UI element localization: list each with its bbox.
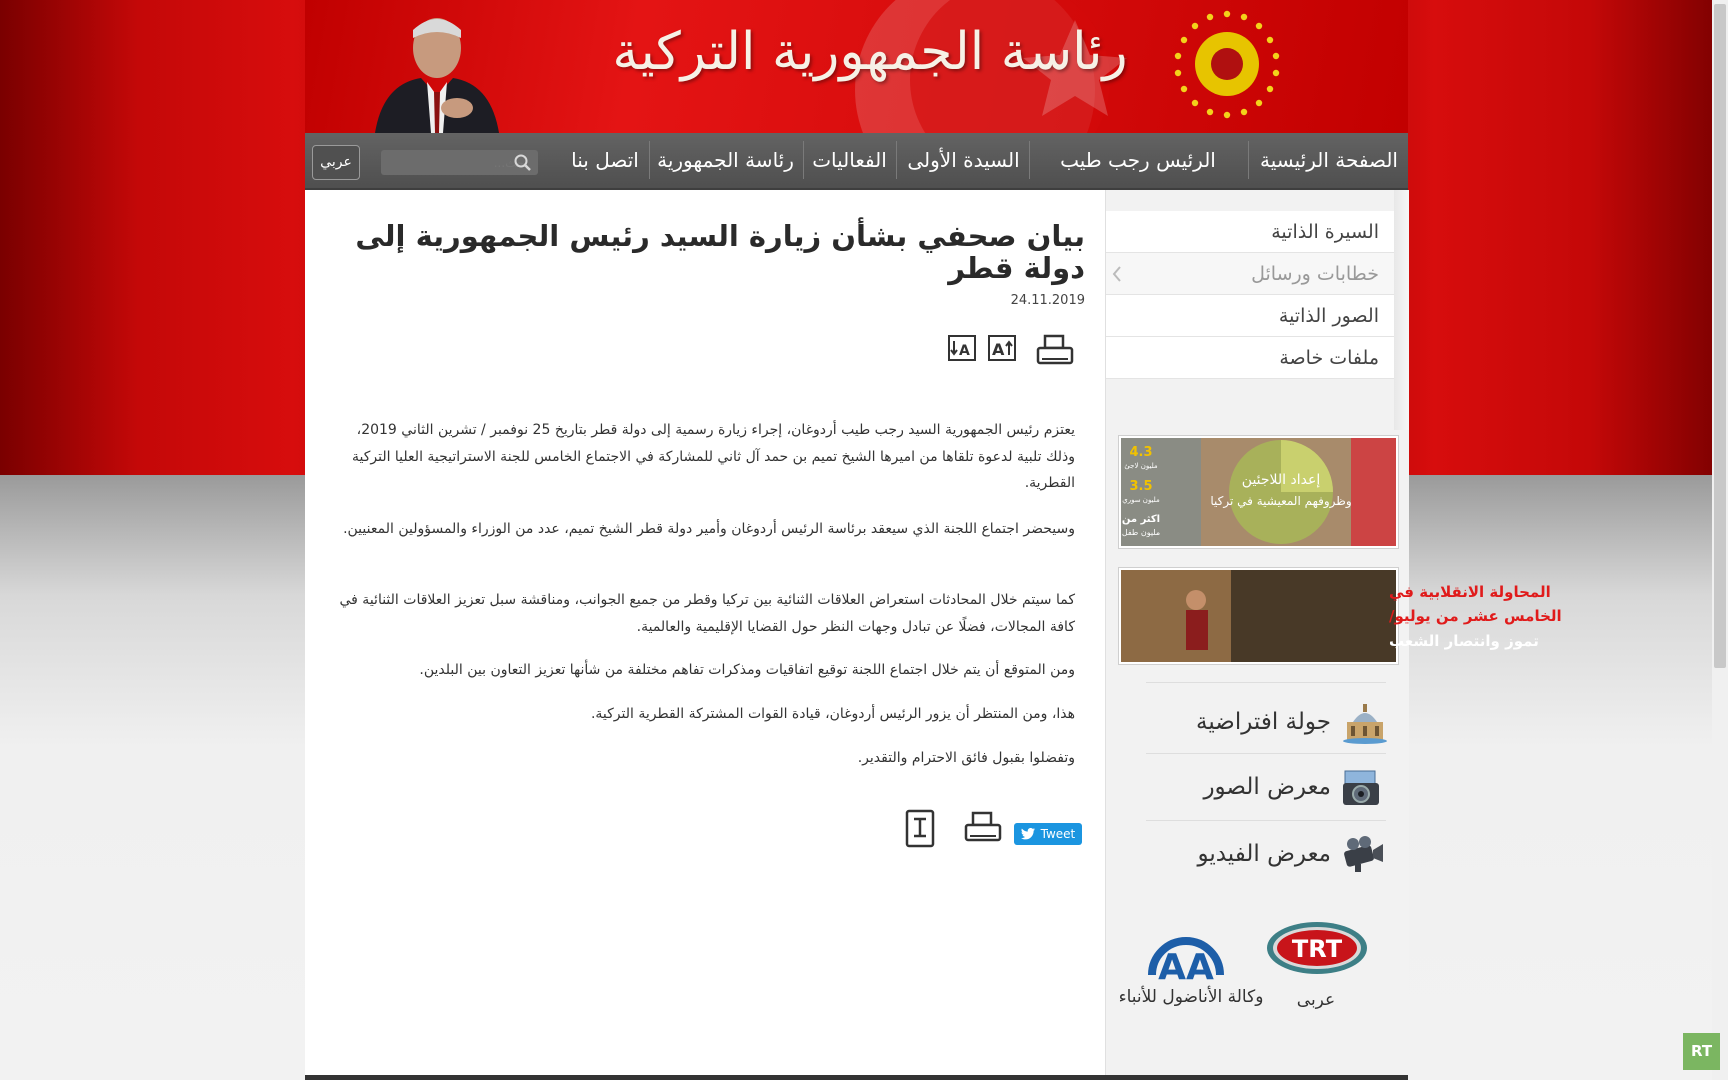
sidebar-item-label: خطابات ورسائل	[1251, 263, 1379, 285]
coup-attempt-banner[interactable]	[1118, 567, 1562, 665]
decrease-font-icon[interactable]	[948, 335, 976, 361]
building-icon	[1341, 702, 1389, 744]
scrollbar-thumb[interactable]	[1714, 4, 1726, 668]
svg-text:A: A	[992, 340, 1005, 359]
article-date: 24.11.2019	[1010, 293, 1085, 308]
coup-banner-line: الخامس عشر من يوليو/	[1389, 607, 1562, 625]
article-paragraph: يعتزم رئيس الجمهورية السيد رجب طيب أردوغان، إجراء زيارة رسمية إلى دولة قطر بتاريخ 25 نوفمبر / تشرين الثاني 2019، وذلك تلبية لدعوة تلقاها من اميرها الشيخ تميم بن حمد آل ثاني للمشاركة في الاجتماع الخامس للجنة الاستراتيجية العليا التركية القطرية.	[351, 422, 1075, 491]
nav-contact[interactable]: اتصل بنا	[571, 148, 639, 172]
gallery-divider	[1146, 682, 1386, 683]
print-icon[interactable]	[1036, 335, 1074, 367]
nav-first-lady[interactable]: السيدة الأولى	[907, 148, 1020, 172]
chevron-left-icon	[1112, 266, 1122, 282]
trt-logo-mark: TRT	[1291, 935, 1343, 963]
sidebar	[1105, 190, 1562, 1075]
article-paragraph: وتفضلوا بقبول فائق الاحترام والتقدير.	[857, 750, 1075, 766]
article-paragraph: هذا، ومن المنتظر أن يزور الرئيس أردوغان، قيادة القوات المشتركة القطرية التركية.	[590, 706, 1075, 722]
nav-president[interactable]: الرئيس رجب طيب	[1060, 148, 1216, 172]
gallery-divider	[1146, 820, 1386, 821]
refugees-banner-image	[1121, 438, 1396, 546]
coup-banner-line: المحاولة الانقلابية في	[1389, 583, 1551, 601]
video-gallery-link[interactable]	[1141, 824, 1391, 884]
svg-text:A: A	[959, 343, 970, 359]
sidebar-edge	[1394, 190, 1409, 430]
anadolu-agency-label[interactable]: وكالة الأناضول للأنباء	[1118, 987, 1264, 1007]
sidebar-item-biography[interactable]: السيرة الذاتية	[1106, 211, 1394, 253]
article-paragraph: كما سيتم خلال المحادثات استعراض العلاقات الثنائية بين تركيا وقطر من جميع الجوانب، ومناقشة سبل تعزيز العلاقات الثنائية في كافة المجالات، فضلًا عن تبادل وجهات النظر حول القضايا الإقليمية والعالمية.	[339, 592, 1075, 635]
refugees-banner[interactable]	[1118, 435, 1399, 549]
refugee-stat-value: 3.5	[1129, 479, 1153, 494]
refugee-stat-label: مليون طفل	[1121, 528, 1161, 537]
refugee-banner-subtitle: وظروفهم المعيشية في تركيا	[1210, 494, 1352, 508]
presidential-seal-icon	[1172, 6, 1282, 126]
language-button[interactable]: عربي	[312, 145, 360, 180]
president-portrait-image	[365, 0, 505, 133]
nav-presidency[interactable]: رئاسة الجمهورية	[657, 148, 794, 172]
photo-gallery-link[interactable]	[1141, 757, 1391, 817]
footer-line	[305, 1075, 1408, 1080]
refugee-stat-label: مليون سوري	[1122, 496, 1160, 504]
nav-events[interactable]: الفعاليات	[812, 148, 887, 172]
anadolu-agency-logo[interactable]	[1146, 915, 1226, 988]
nav-divider	[649, 141, 650, 179]
anadolu-logo-mark: AA	[1158, 947, 1214, 988]
trt-logo[interactable]	[1264, 920, 1370, 980]
nav-divider	[896, 141, 897, 179]
article-paragraph: ومن المتوقع أن يتم خلال اجتماع اللجنة توقيع اتفاقيات ومذكرات تفاهم مختلفة من شأنها تعزيز التعاون بين البلدين.	[419, 662, 1075, 678]
sidebar-item-special-files[interactable]: ملفات خاصة	[1106, 337, 1394, 379]
refugee-stat-value: 4.3	[1129, 445, 1153, 460]
article-title: بيان صحفي بشأن زيارة السيد رئيس الجمهورية إلى دولة قطر	[355, 219, 1085, 285]
virtual-tour-label: جولة افتراضية	[1196, 709, 1331, 735]
camera-icon	[1341, 769, 1381, 807]
refugee-stat-value: اكثر من	[1121, 514, 1161, 525]
article-paragraph: وسيحضر اجتماع اللجنة الذي سيعقد برئاسة الرئيس أردوغان وأمير دولة قطر الشيخ تميم، عدد من الوزراء والمسؤولين المعنيين.	[343, 521, 1075, 537]
nav-home[interactable]: الصفحة الرئيسية	[1260, 148, 1398, 172]
refugee-stat-label: مليون لاجئ	[1124, 462, 1158, 470]
photo-gallery-label: معرض الصور	[1203, 774, 1331, 800]
site-title: رئاسة الجمهورية التركية	[612, 22, 1128, 82]
text-size-icon[interactable]	[905, 810, 935, 848]
tweet-button[interactable]	[1014, 823, 1082, 845]
video-gallery-label: معرض الفيديو	[1197, 841, 1331, 867]
coup-banner-line: تموز وانتصار الشعب	[1389, 632, 1539, 650]
coup-attempt-banner-image	[1121, 570, 1562, 662]
video-camera-icon	[1339, 836, 1385, 874]
twitter-bird-icon	[1021, 828, 1035, 839]
gallery-divider	[1146, 753, 1386, 754]
increase-font-icon[interactable]	[988, 335, 1016, 361]
page-container	[305, 0, 1562, 1080]
sidebar-item-speeches[interactable]	[1106, 253, 1394, 295]
trt-arabic-label[interactable]: عربى	[1296, 990, 1336, 1010]
header-banner[interactable]	[305, 0, 1408, 133]
nav-divider	[803, 141, 804, 179]
search-icon[interactable]	[514, 154, 532, 172]
nav-divider	[1248, 141, 1249, 179]
nav-divider	[1029, 141, 1030, 179]
tweet-label: Tweet	[1040, 827, 1076, 841]
rt-badge[interactable]: RT	[1683, 1033, 1720, 1070]
print-icon[interactable]	[964, 812, 1002, 844]
sidebar-item-photos[interactable]: الصور الذاتية	[1106, 295, 1394, 337]
virtual-tour-link[interactable]	[1141, 692, 1391, 752]
article-content	[305, 190, 1105, 1075]
refugee-banner-title: إعداد اللاجئين	[1241, 472, 1321, 488]
